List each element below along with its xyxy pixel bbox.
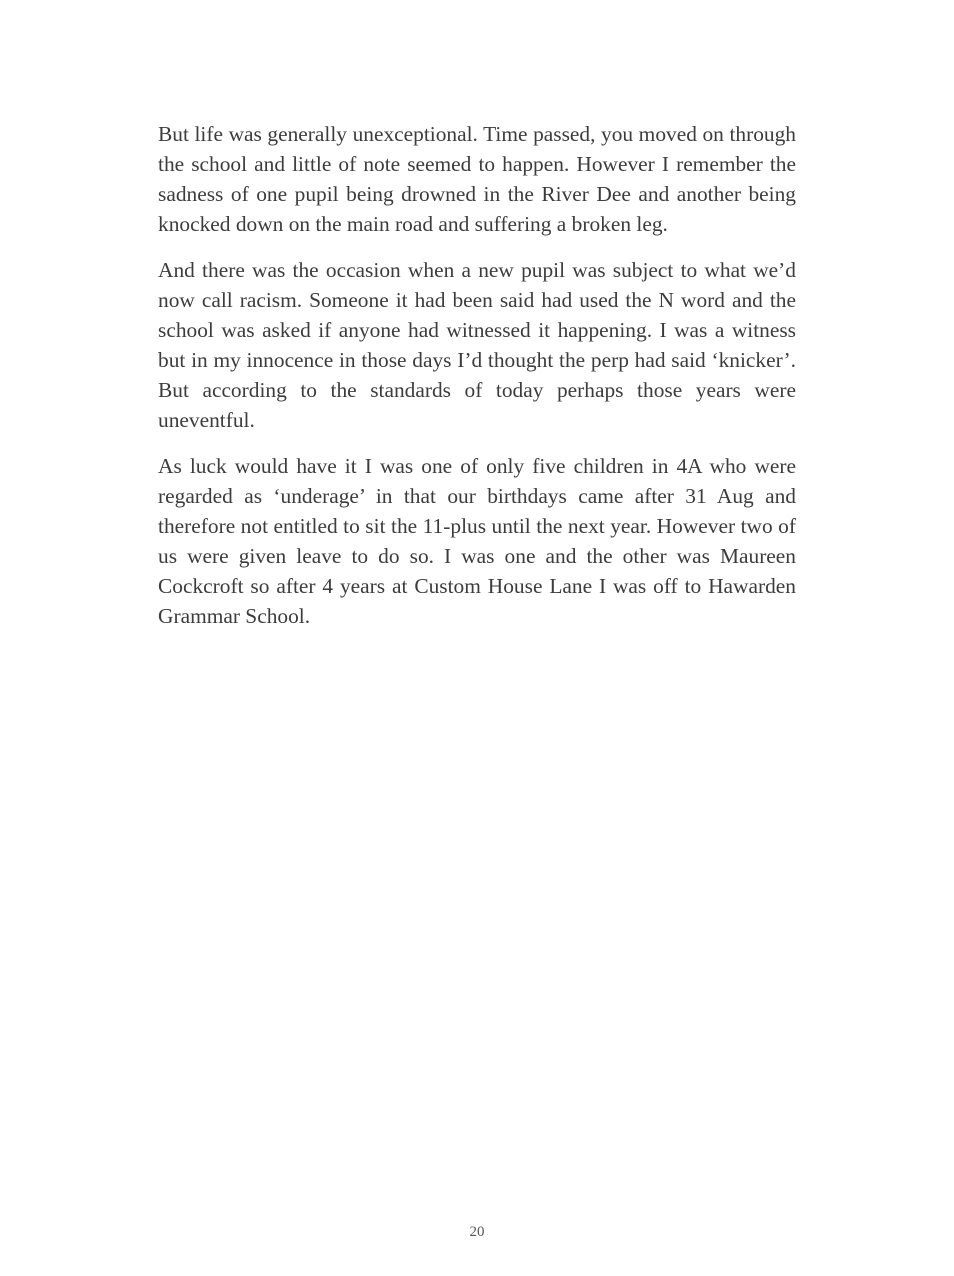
- paragraph-2: And there was the occasion when a new pupil was subject to what we’d now call racism. Someone it had been said had used the N word and the school was asked if anyone had witnessed it happening. I was a witness but in my innocence in those days I’d thought the perp had said ‘knicker’. But according to the standards of today perhaps those years were uneventful.: [158, 258, 796, 432]
- paragraph-1: But life was generally unexceptional. Time passed, you moved on through the school and little of note seemed to happen. However I remember the sadness of one pupil being drowned in the River Dee and another being knocked down on the main road and suffering a broken leg.: [158, 122, 796, 236]
- body-text: [158, 119, 796, 647]
- page-number: 20: [469, 1224, 485, 1240]
- paragraph-3: As luck would have it I was one of only five children in 4A who were regarded as ‘underage’ in that our birthdays came after 31 Aug and therefore not entitled to sit the 11-plus until the next year. However two of us were given leave to do so. I was one and the other was Maureen Cockcroft so after 4 years at Custom House Lane I was off to Hawarden Grammar School.: [158, 454, 796, 628]
